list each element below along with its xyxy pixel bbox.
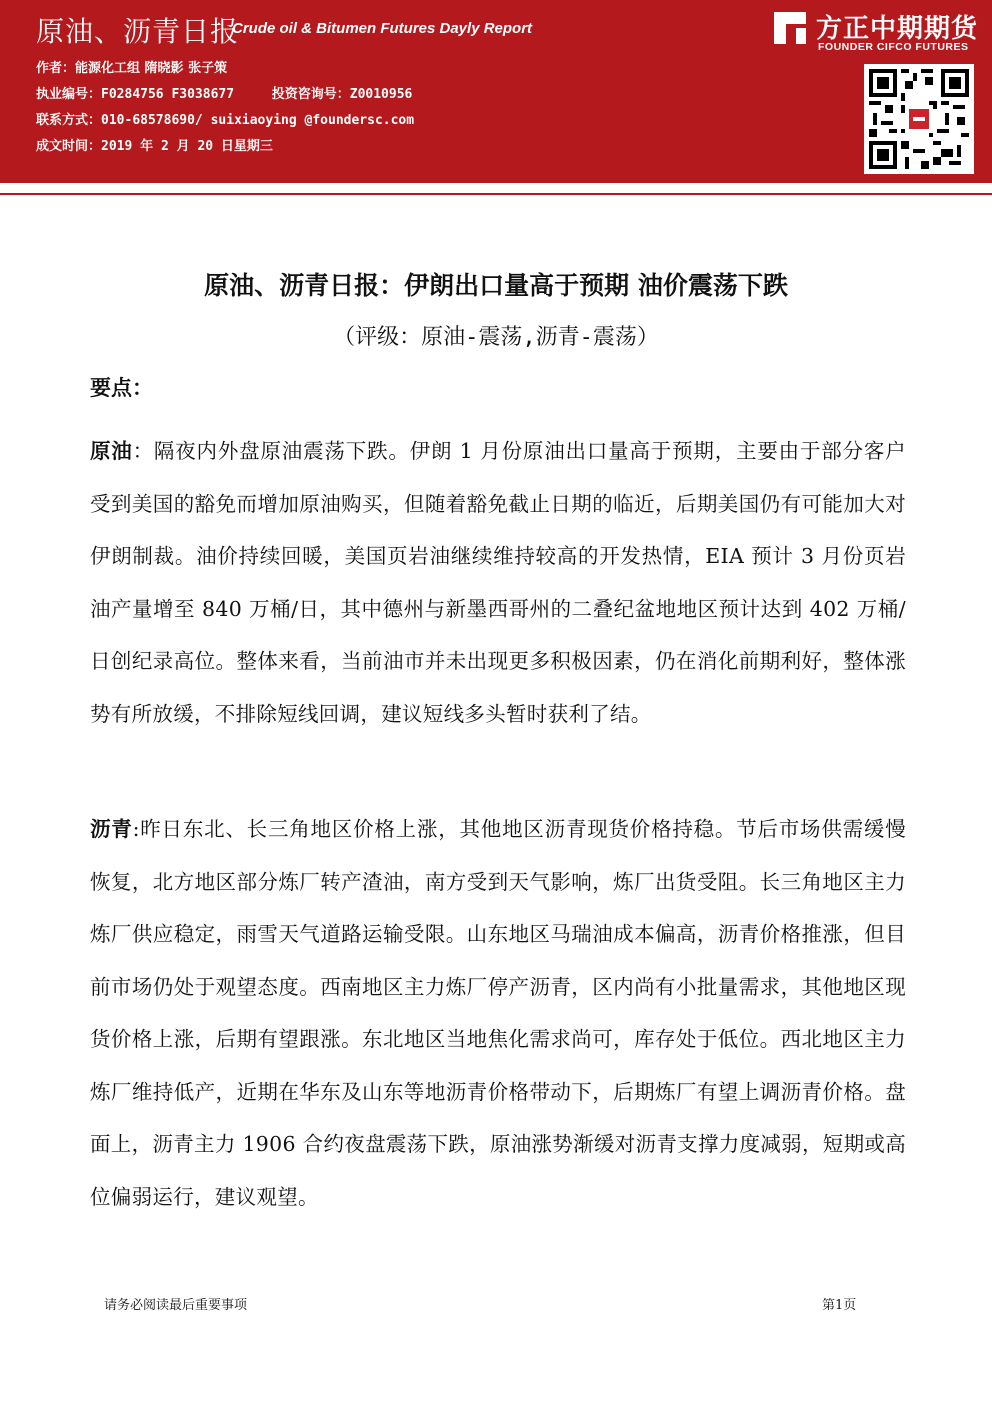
contact-label: 联系方式：: [36, 113, 102, 128]
paragraph-text: ：隔夜内外盘原油震荡下跌。伊朗 1 月份原油出口量高于预期，主要由于部分客户受到美国的豁免而增加原油购买，但随着豁免截止日期的临近，后期美国仍有可能加大对伊朗制裁。油价持续回暖，美国页岩油继续维持较高的开发热情，EIA 预计 3 月份页岩油产量增至 840 万桶/日，其中德州与新墨西哥州的二叠纪盆地地区预计达到 402 万桶/日创纪录高位。整体来看，当前油市并未出现更多积极因素，仍在消化前期利好，整体涨势有所放缓，不排除短线回调，建议短线多头暂时获利了结。: [90, 439, 906, 726]
footer-disclaimer: 请务必阅读最后重要事项: [104, 1298, 248, 1313]
report-header: [0, 0, 992, 183]
document-title: 原油、沥青日报：伊朗出口量高于预期 油价震荡下跌: [204, 271, 788, 300]
paragraph-text: :昨日东北、长三角地区价格上涨，其他地区沥青现货价格持稳。节后市场供需缓慢恢复，北方地区部分炼厂转产渣油，南方受到天气影响，炼厂出货受阻。长三角地区主力炼厂供应稳定，雨雪天气道路运输受限。山东地区马瑞油成本偏高，沥青价格推涨，但目前市场仍处于观望态度。西南地区主力炼厂停产沥青，区内尚有小批量需求，其他地区现货价格上涨，后期有望跟涨。东北地区当地焦化需求尚可，库存处于低位。西北地区主力炼厂维持低产，近期在华东及山东等地沥青价格带动下，后期炼厂有望上调沥青价格。盘面上，沥青主力 1906 合约夜盘震荡下跌，原油涨势渐缓对沥青支撑力度减弱，短期或高位偏弱运行，建议观望。: [90, 817, 906, 1209]
license-number: F0284756 F3038677: [101, 87, 235, 102]
advisory-label: 投资咨询号：: [271, 87, 350, 102]
date-label: 成文时间：: [36, 139, 102, 154]
qr-code-icon: [869, 69, 969, 169]
logo-name-en: FOUNDER CIFCO FUTURES: [818, 41, 969, 53]
authors: 能源化工组 隋晓影 张子策: [75, 61, 228, 76]
page-number: 第1页: [822, 1298, 857, 1313]
contact-line: [36, 109, 414, 128]
authors-line: [36, 57, 227, 76]
advisory-number: Z0010956: [349, 87, 413, 102]
report-date: 2019 年 2 月 20 日星期三: [101, 139, 273, 154]
paragraph-lead: 沥青: [90, 817, 133, 841]
contact: 010-68578690/ suixiaoying @foundersc.com: [101, 113, 415, 128]
paragraph-bitumen: [90, 803, 906, 1223]
founder-logo-icon: [772, 10, 808, 46]
report-title-en: Crude oil & Bitumen Futures Dayly Report: [232, 20, 533, 37]
authors-label: 作者：: [36, 61, 76, 76]
founder-logo: [772, 8, 984, 54]
logo-name-cn: 方正中期期货: [816, 14, 979, 44]
date-line: [36, 135, 273, 154]
license-line: [36, 83, 412, 102]
paragraph-crude-oil: [90, 425, 906, 740]
keypoints-label: 要点：: [90, 376, 153, 400]
paragraph-lead: 原油: [90, 439, 133, 463]
rating: （评级：原油-震荡,沥青-震荡）: [333, 325, 659, 350]
header-rule: [0, 183, 992, 195]
report-title-cn: 原油、沥青日报: [36, 15, 240, 48]
license-label: 执业编号：: [36, 87, 102, 102]
qr-code: [864, 64, 974, 174]
